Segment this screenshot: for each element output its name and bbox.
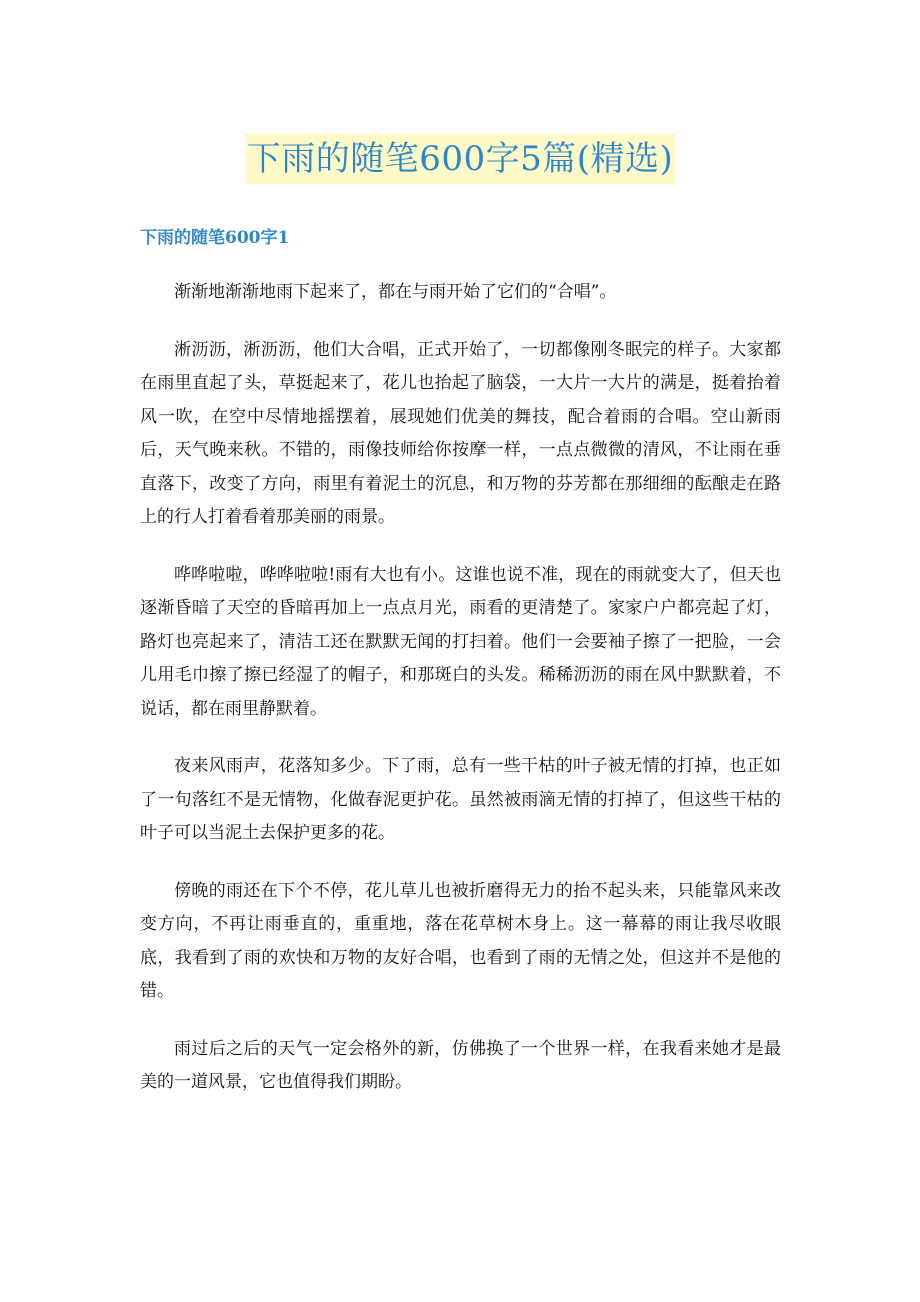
paragraph: 雨过后之后的天气一定会格外的新，仿佛换了一个世界一样，在我看来她才是最美的一道风景，它也值得我们期盼。	[140, 1038, 781, 1092]
title-container	[0, 134, 920, 184]
paragraph: 渐渐地渐渐地雨下起来了，都在与雨开始了它们的“合唱”。	[174, 282, 617, 302]
document-body	[140, 276, 781, 1124]
paragraph: 哗哗啦啦，哗哗啦啦!雨有大也有小。这谁也说不准，现在的雨就变大了，但天也逐渐昏暗了天空的昏暗再加上一点点月光，雨看的更清楚了。家家户户都亮起了灯，路灯也亮起来了，清洁工还在默默无闻的打扫着。他们一会要袖子擦了一把脸，一会儿用毛巾擦了擦已经湿了的帽子，和那斑白的头发。稀稀沥沥的雨在风中默默着，不说话，都在雨里静默着。	[140, 564, 781, 719]
paragraph: 傍晚的雨还在下个不停，花儿草儿也被折磨得无力的抬不起头来，只能靠风来改变方向，不再让雨垂直的，重重地，落在花草树木身上。这一幕幕的雨让我尽收眼底，我看到了雨的欢快和万物的友好合唱，也看到了雨的无情之处，但这并不是他的错。	[140, 880, 781, 1001]
paragraph: 淅沥沥，淅沥沥，他们大合唱，正式开始了，一切都像刚冬眠完的样子。大家都在雨里直起了头，草挺起来了，花儿也抬起了脑袋，一大片一大片的满是，挺着抬着风一吹，在空中尽情地摇摆着，展现她们优美的舞技，配合着雨的合唱。空山新雨后，天气晚来秋。不错的，雨像技师给你按摩一样，一点点微微的清风，不让雨在垂直落下，改变了方向，雨里有着泥土的沉息，和万物的芬芳都在那细细的酝酿走在路上的行人打着看着那美丽的雨景。	[140, 339, 781, 527]
paragraph: 夜来风雨声，花落知多少。下了雨，总有一些干枯的叶子被无情的打掉，也正如了一句落红不是无情物，化做春泥更护花。虽然被雨滴无情的打掉了，但这些干枯的叶子可以当泥土去保护更多的花。	[140, 756, 781, 843]
section-heading: 下雨的随笔600字1	[140, 228, 290, 248]
document-title: 下雨的随笔600字5篇(精选)	[245, 134, 676, 184]
